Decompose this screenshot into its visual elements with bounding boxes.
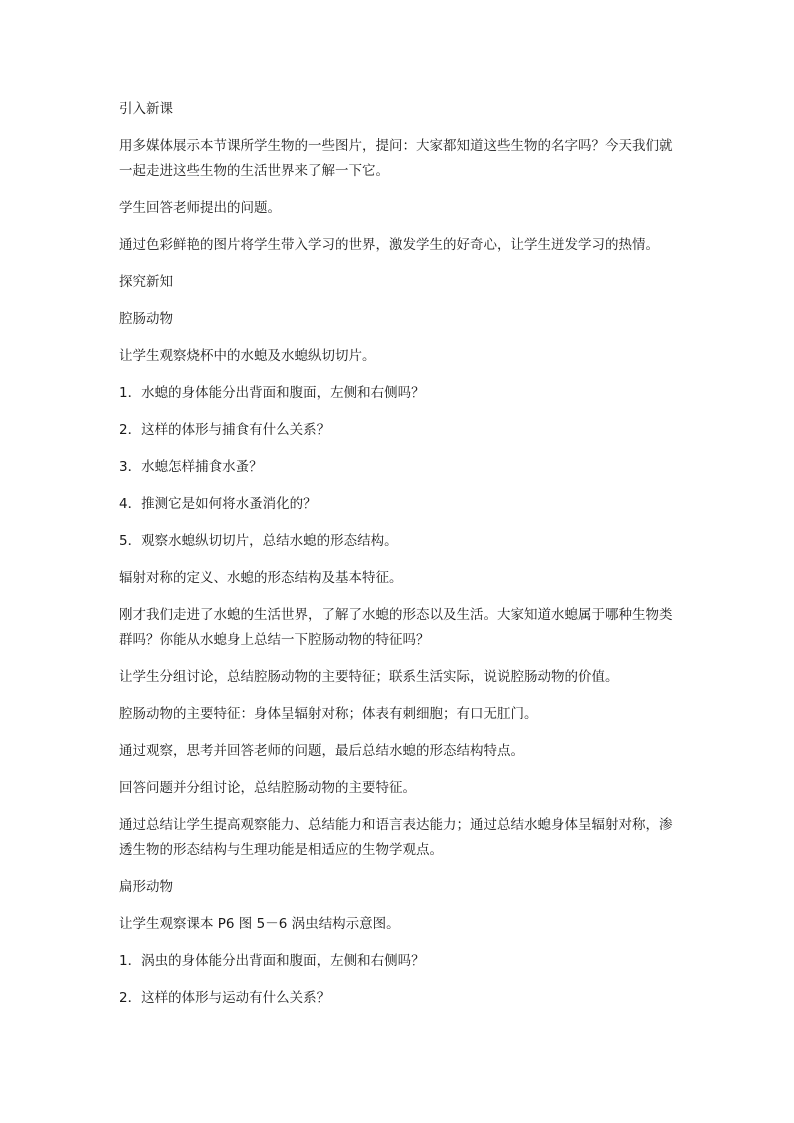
paragraph: 学生回答老师提出的问题。 <box>119 200 281 216</box>
paragraph: 回答问题并分组讨论，总结腔肠动物的主要特征。 <box>119 780 416 796</box>
paragraph: 让学生分组讨论，总结腔肠动物的主要特征；联系生活实际，说说腔肠动物的价值。 <box>119 669 619 685</box>
question-item: 5．观察水螅纵切切片，总结水螅的形态结构。 <box>119 533 398 549</box>
paragraph: 通过总结让学生提高观察能力、总结能力和语言表达能力；通过总结水螅身体呈辐射对称，渗透生物的形态结构与生理功能是相适应的生物学观点。 <box>119 817 673 858</box>
paragraph: 腔肠动物的主要特征：身体呈辐射对称；体表有刺细胞；有口无肛门。 <box>119 706 538 722</box>
section-heading-explore: 探究新知 <box>119 274 173 290</box>
question-item: 4．推测它是如何将水蚤消化的？ <box>119 496 317 512</box>
paragraph: 让学生观察课本 P6 图 5－6 涡虫结构示意图。 <box>119 916 400 932</box>
paragraph: 用多媒体展示本节课所学生物的一些图片，提问：大家都知道这些生物的名字吗？今天我们就一起走进这些生物的生活世界来了解一下它。 <box>119 138 673 179</box>
question-item: 3．水螅怎样捕食水蚤？ <box>119 459 263 475</box>
paragraph: 刚才我们走进了水螅的生活世界，了解了水螅的形态以及生活。大家知道水螅属于哪种生物类群吗？你能从水螅身上总结一下腔肠动物的特征吗？ <box>119 607 673 648</box>
paragraph: 通过观察，思考并回答老师的问题，最后总结水螅的形态结构特点。 <box>119 743 524 759</box>
subsection-heading-coelenterates: 腔肠动物 <box>119 311 173 327</box>
paragraph: 辐射对称的定义、水螅的形态结构及基本特征。 <box>119 570 403 586</box>
subsection-heading-flatworms: 扁形动物 <box>119 879 173 895</box>
question-item: 2．这样的体形与运动有什么关系？ <box>119 990 331 1006</box>
question-item: 2．这样的体形与捕食有什么关系？ <box>119 422 331 438</box>
question-item: 1．水螅的身体能分出背面和腹面，左侧和右侧吗？ <box>119 385 425 401</box>
question-item: 1．涡虫的身体能分出背面和腹面，左侧和右侧吗？ <box>119 953 425 969</box>
paragraph: 通过色彩鲜艳的图片将学生带入学习的世界，激发学生的好奇心，让学生迸发学习的热情。 <box>119 237 659 253</box>
section-heading-intro: 引入新课 <box>119 101 173 117</box>
paragraph: 让学生观察烧杯中的水螅及水螅纵切切片。 <box>119 348 376 364</box>
document-body <box>119 97 683 1023</box>
